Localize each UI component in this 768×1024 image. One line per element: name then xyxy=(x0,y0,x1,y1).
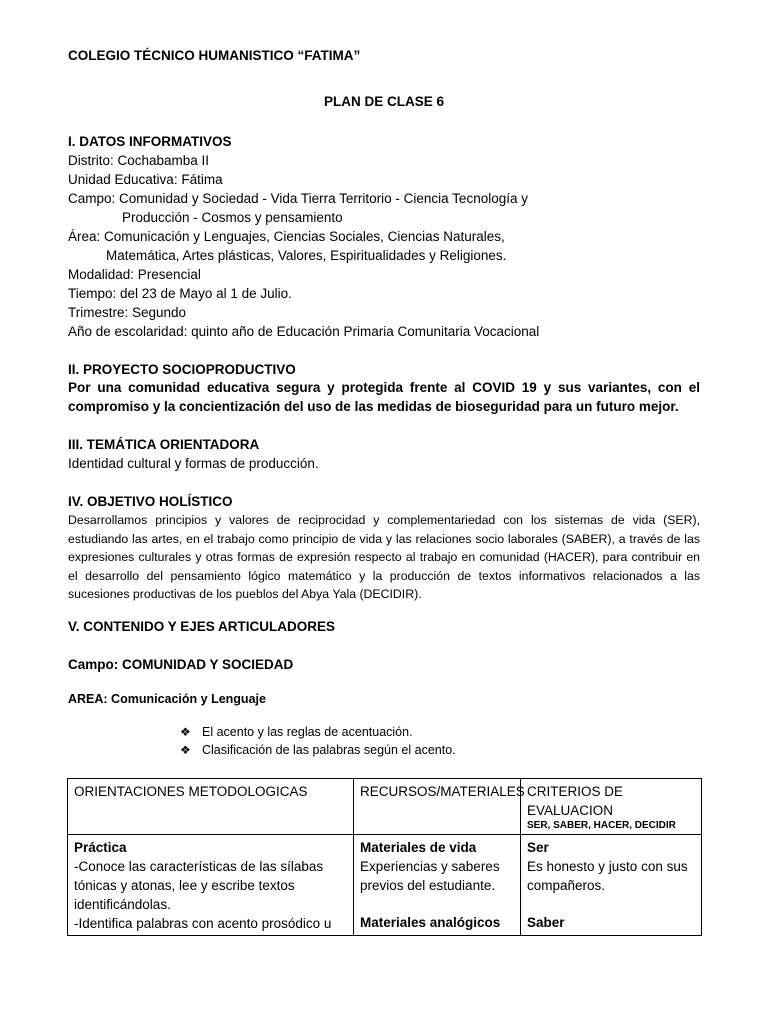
plan-table xyxy=(67,778,702,936)
plan-title: PLAN DE CLASE 6 xyxy=(323,94,445,109)
modalidad-line: Modalidad: Presencial xyxy=(68,267,201,282)
trimestre-line: Trimestre: Segundo xyxy=(68,305,187,320)
section-heading-tematica: III. TEMÁTICA ORIENTADORA xyxy=(68,437,260,452)
table-row xyxy=(68,835,702,936)
diamond-bullet-icon: ❖ xyxy=(180,743,191,757)
header-recursos-label: RECURSOS/MATERIALES xyxy=(360,784,525,799)
cell-text: -Conoce las características de las sílabas tónicas y atonas, lee y escribe textos identificándolas. xyxy=(74,859,324,912)
header-criterios-sub: SER, SABER, HACER, DECIDIR xyxy=(527,820,676,831)
header-orientaciones-label: ORIENTACIONES METODOLOGICAS xyxy=(74,784,308,799)
section-heading-contenido: V. CONTENIDO Y EJES ARTICULADORES xyxy=(68,619,336,634)
header-orientaciones xyxy=(68,779,354,835)
distrito-line: Distrito: Cochabamba II xyxy=(68,153,210,168)
header-recursos xyxy=(354,779,525,835)
tematica-text: Identidad cultural y formas de producción. xyxy=(68,456,319,471)
header-criterios xyxy=(521,779,702,835)
section-heading-objetivo: IV. OBJETIVO HOLÍSTICO xyxy=(68,494,233,509)
cell-recursos xyxy=(354,835,521,936)
campo-line-2: Producción - Cosmos y pensamiento xyxy=(122,210,343,225)
diamond-bullet-icon: ❖ xyxy=(180,725,191,739)
section-heading-proyecto: II. PROYECTO SOCIOPRODUCTIVO xyxy=(68,362,296,377)
tiempo-line: Tiempo: del 23 de Mayo al 1 de Julio. xyxy=(68,286,292,301)
area-subheading: AREA: Comunicación y Lenguaje xyxy=(68,692,266,706)
list-item-text: El acento y las reglas de acentuación. xyxy=(202,725,413,739)
cell-title: Materiales de vida xyxy=(360,840,477,855)
list-item xyxy=(180,741,456,759)
table-header-row xyxy=(68,779,702,835)
cell-title: Saber xyxy=(527,915,565,930)
campo-subheading: Campo: COMUNIDAD Y SOCIEDAD xyxy=(68,657,294,672)
cell-title: Práctica xyxy=(74,840,127,855)
school-name: COLEGIO TÉCNICO HUMANISTICO “FATIMA” xyxy=(68,48,361,63)
campo-line-1: Campo: Comunidad y Sociedad - Vida Tierra Territorio - Ciencia Tecnología y xyxy=(68,191,528,206)
cell-title: Materiales analógicos xyxy=(360,915,501,930)
unidad-line: Unidad Educativa: Fátima xyxy=(68,172,223,187)
cell-text: -Identifica palabras con acento prosódico u xyxy=(74,916,332,931)
header-criterios-label: CRITERIOS DE EVALUACION xyxy=(527,784,624,818)
cell-text: Es honesto y justo con sus compañeros. xyxy=(527,859,688,893)
cell-orientaciones xyxy=(68,835,354,936)
objetivo-text: Desarrollamos principios y valores de reciprocidad y complementariedad con los sistemas de vida (SER), estudiando las artes, en el trabajo como principio de vida y las relaciones socio laborales (SABER), a través de las expresiones culturales y otras formas de expresión respecto al trabajo en comunidad (HACER), para contribuir en el desarrollo del pensamiento lógico matemático y la producción de textos informativos relacionados a las sucesiones productivas de los pueblos del Abya Yala (DECIDIR). xyxy=(68,513,700,601)
anio-line: Año de escolaridad: quinto año de Educación Primaria Comunitaria Vocacional xyxy=(68,324,540,339)
cell-text: Experiencias y saberes previos del estudiante. xyxy=(360,859,500,893)
proyecto-text: Por una comunidad educativa segura y protegida frente al COVID 19 y sus variantes, con el compromiso y la concientización del uso de las medidas de bioseguridad para un futuro mejor. xyxy=(68,380,700,414)
area-line-1: Área: Comunicación y Lenguajes, Ciencias Sociales, Ciencias Naturales, xyxy=(68,229,505,244)
area-line-2: Matemática, Artes plásticas, Valores, Espiritualidades y Religiones. xyxy=(106,248,507,263)
section-heading-datos: I. DATOS INFORMATIVOS xyxy=(68,134,232,149)
list-item xyxy=(180,723,413,741)
cell-title: Ser xyxy=(527,840,549,855)
list-item-text: Clasificación de las palabras según el acento. xyxy=(202,743,456,757)
cell-criterios xyxy=(521,835,702,936)
